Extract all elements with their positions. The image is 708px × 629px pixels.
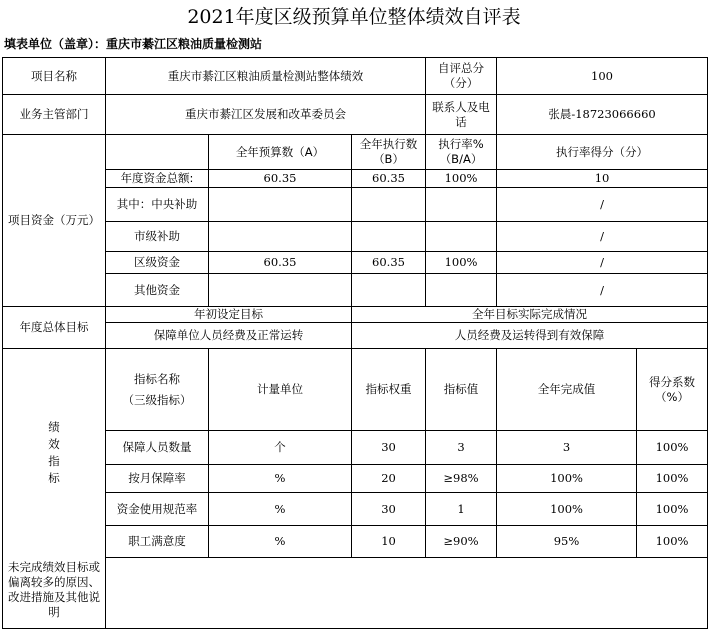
funds-label: 项目资金（万元）	[3, 135, 106, 307]
dept-row	[3, 95, 708, 135]
funds-row-rate	[426, 222, 497, 252]
perf-row-coef: 100%	[637, 465, 708, 493]
funds-row-exec	[352, 222, 426, 252]
funds-row-rate	[426, 274, 497, 307]
perf-row-unit: %	[209, 493, 352, 526]
project-name-value: 重庆市綦江区粮油质量检测站整体绩效	[106, 58, 426, 95]
funds-row-budget: 60.35	[209, 170, 352, 188]
perf-row-completion: 100%	[497, 493, 637, 526]
funds-row-score: /	[497, 274, 708, 307]
perf-row-weight: 20	[352, 465, 426, 493]
funds-row-label: 其中：中央补助	[106, 188, 209, 222]
funds-row-exec	[352, 188, 426, 222]
perf-row	[3, 526, 708, 558]
filer-label: 填表单位（盖章）：	[4, 37, 107, 51]
goal-value-row	[3, 323, 708, 349]
perf-row-unit: 个	[209, 431, 352, 465]
funds-row-budget	[209, 222, 352, 252]
project-row	[3, 58, 708, 95]
perf-header-row	[3, 349, 708, 431]
contact-label: 联系人及电话	[426, 95, 497, 135]
funds-row-exec: 60.35	[352, 252, 426, 274]
goal-actual-header: 全年目标实际完成情况	[352, 307, 708, 323]
perf-row-coef: 100%	[637, 431, 708, 465]
contact-value: 张晨-18723066660	[497, 95, 708, 135]
score-total-label: 自评总分（分）	[426, 58, 497, 95]
perf-row-unit: %	[209, 526, 352, 558]
perf-row	[3, 493, 708, 526]
score-total-value: 100	[497, 58, 708, 95]
funds-row	[3, 252, 708, 274]
perf-header-value: 指标值	[426, 349, 497, 431]
perf-label-char: 标	[48, 471, 60, 486]
notes-label: 未完成绩效目标或偏离较多的原因、改进措施及其他说明	[3, 558, 106, 629]
funds-header-rate: 执行率%（B/A）	[426, 135, 497, 170]
funds-row-score: /	[497, 252, 708, 274]
perf-header-weight: 指标权重	[352, 349, 426, 431]
filer-unit-name: 重庆市綦江区粮油质量检测站	[106, 37, 263, 51]
perf-header-name	[106, 349, 209, 431]
perf-row-weight: 10	[352, 526, 426, 558]
funds-row	[3, 222, 708, 252]
funds-row-label: 其他资金	[106, 274, 209, 307]
funds-row-score: /	[497, 188, 708, 222]
funds-row-rate: 100%	[426, 252, 497, 274]
funds-row-budget	[209, 188, 352, 222]
goal-actual-value: 人员经费及运转得到有效保障	[352, 323, 708, 349]
funds-row-label: 市级补助	[106, 222, 209, 252]
perf-row-name: 职工满意度	[106, 526, 209, 558]
perf-row	[3, 431, 708, 465]
funds-header-row	[3, 135, 708, 170]
funds-header-blank	[106, 135, 209, 170]
perf-header-unit: 计量单位	[209, 349, 352, 431]
perf-label-char: 效	[48, 437, 60, 452]
funds-row-score: 10	[497, 170, 708, 188]
funds-row	[3, 188, 708, 222]
funds-row-score: /	[497, 222, 708, 252]
funds-row-budget	[209, 274, 352, 307]
perf-row-completion: 95%	[497, 526, 637, 558]
perf-row-name: 资金使用规范率	[106, 493, 209, 526]
perf-row-weight: 30	[352, 493, 426, 526]
perf-row	[3, 465, 708, 493]
perf-header-name-line1: 指标名称	[134, 371, 180, 386]
perf-row-coef: 100%	[637, 526, 708, 558]
funds-header-exec: 全年执行数（B）	[352, 135, 426, 170]
funds-row-rate	[426, 188, 497, 222]
funds-row-label: 区级资金	[106, 252, 209, 274]
funds-row	[3, 274, 708, 307]
perf-row-name: 保障人员数量	[106, 431, 209, 465]
notes-row	[3, 558, 708, 629]
perf-header-completion: 全年完成值	[497, 349, 637, 431]
perf-label-char: 绩	[48, 420, 60, 435]
goal-label: 年度总体目标	[3, 307, 106, 349]
goal-set-header: 年初设定目标	[106, 307, 352, 323]
funds-header-budget: 全年预算数（A）	[209, 135, 352, 170]
perf-header-coef: 得分系数（%）	[637, 349, 708, 431]
funds-row-exec: 60.35	[352, 170, 426, 188]
funds-row-label: 年度资金总额:	[106, 170, 209, 188]
perf-row-completion: 100%	[497, 465, 637, 493]
evaluation-table	[2, 57, 708, 629]
perf-row-completion: 3	[497, 431, 637, 465]
filer-unit	[4, 36, 262, 52]
perf-row-name: 按月保障率	[106, 465, 209, 493]
goal-set-value: 保障单位人员经费及正常运转	[106, 323, 352, 349]
goal-header-row	[3, 307, 708, 323]
perf-row-value: 3	[426, 431, 497, 465]
page-title: 2021年度区级预算单位整体绩效自评表	[187, 6, 521, 28]
perf-row-value: ≥90%	[426, 526, 497, 558]
project-name-label: 项目名称	[3, 58, 106, 95]
funds-row	[3, 170, 708, 188]
perf-label-char: 指	[48, 454, 60, 469]
dept-label: 业务主管部门	[3, 95, 106, 135]
perf-row-value: ≥98%	[426, 465, 497, 493]
dept-value: 重庆市綦江区发展和改革委员会	[106, 95, 426, 135]
perf-row-unit: %	[209, 465, 352, 493]
perf-header-name-line2: （三级指标）	[122, 392, 192, 407]
funds-header-score: 执行率得分（分）	[497, 135, 708, 170]
notes-value	[106, 558, 708, 629]
perf-row-coef: 100%	[637, 493, 708, 526]
funds-row-budget: 60.35	[209, 252, 352, 274]
perf-row-value: 1	[426, 493, 497, 526]
perf-label-text	[47, 419, 61, 487]
perf-row-weight: 30	[352, 431, 426, 465]
funds-row-rate: 100%	[426, 170, 497, 188]
perf-label	[3, 349, 106, 558]
funds-row-exec	[352, 274, 426, 307]
